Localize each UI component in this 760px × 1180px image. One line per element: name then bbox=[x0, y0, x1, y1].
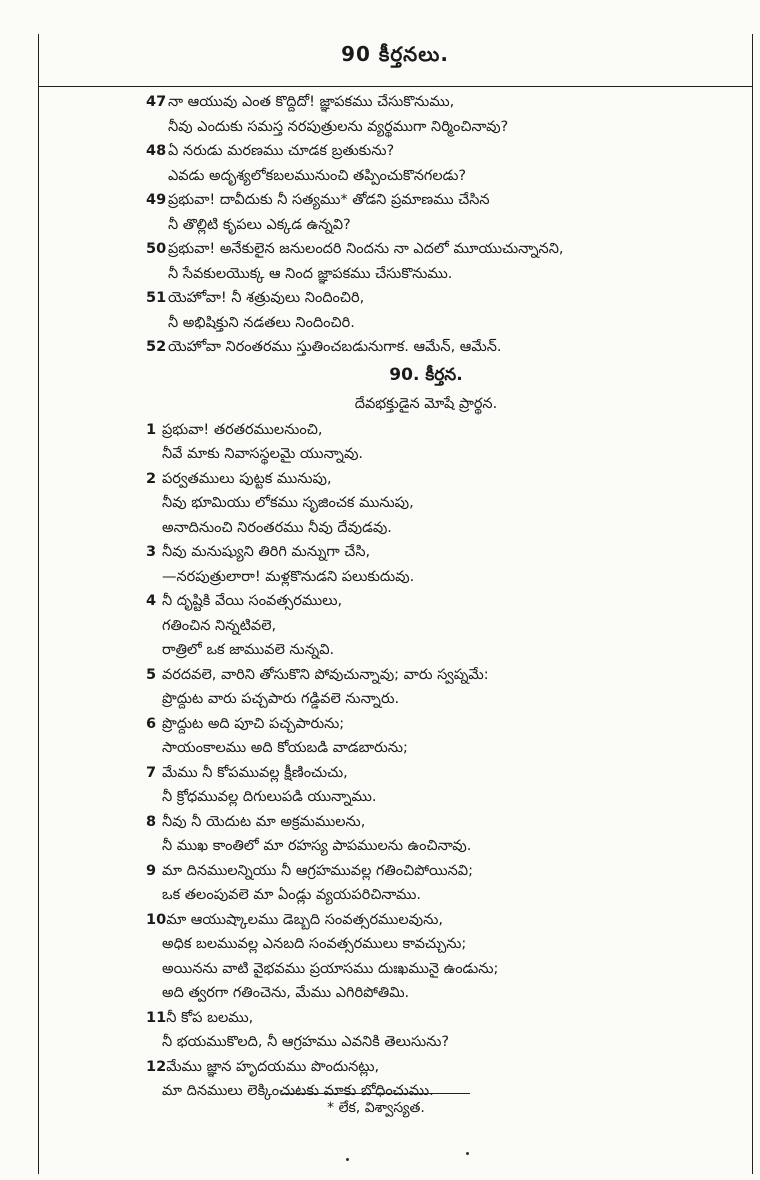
verse-text: నీవు మనుష్యుని తిరిగి మన్నుగా చేసి, bbox=[162, 544, 371, 560]
verse-number: 11 bbox=[146, 1009, 167, 1026]
verse-continuation: నీవు ఎందుకు సమస్త నరపుత్రులను వ్యర్థముగా నిర్మించినావు? bbox=[168, 118, 509, 135]
header-rule bbox=[38, 86, 752, 87]
verse-number: 47 bbox=[146, 94, 167, 110]
verse-line bbox=[146, 859, 746, 884]
verse-number: 6 bbox=[146, 715, 157, 732]
verse-text: నీ కోప బలము, bbox=[166, 1009, 254, 1026]
verse-number: 49 bbox=[146, 192, 167, 208]
verse-continuation: నీ అభిషిక్తుని నడతలు నిందించిరి. bbox=[168, 314, 355, 331]
verse-continuation: మా దినములు లెక్కించుటకు మాకు బోధించుము. bbox=[162, 1083, 434, 1099]
verse-continuation: —నరపుత్రులారా! మళ్లకొనుడని పలుకుదువు. bbox=[162, 568, 415, 585]
verse-continuation: అది త్వరగా గతించెను, మేము ఎగిరిపోతిమి. bbox=[162, 985, 410, 1001]
verse-number: 4 bbox=[146, 593, 157, 609]
verse-text: పర్వతములు పుట్టక మునుపు, bbox=[162, 470, 332, 487]
verse-line bbox=[146, 188, 746, 213]
verse-number: 3 bbox=[146, 544, 157, 560]
verse-number: 9 bbox=[146, 862, 157, 879]
verse-number: 48 bbox=[146, 143, 167, 159]
verse-line bbox=[146, 1006, 746, 1031]
verse-text: ప్రభువా! దావీదుకు నీ సత్యము* తోడని ప్రమాణము చేసిన bbox=[168, 192, 490, 208]
verse-number: 5 bbox=[146, 666, 157, 683]
page-frame-right bbox=[752, 34, 753, 1174]
verse-number: 12 bbox=[146, 1058, 167, 1075]
verse-text: మా దినములన్నియు నీ ఆగ్రహమువల్ల గతించిపోయినవి; bbox=[162, 862, 473, 879]
verse-text: యెహోవా! నీ శత్రువులు నిందించిరి, bbox=[168, 290, 365, 306]
verse-text: నీ దృష్టికి వేయి సంవత్సరములు, bbox=[162, 593, 343, 609]
page-frame-left bbox=[38, 34, 39, 1174]
verse-text: నీవు నీ యెదుట మా అక్రమములను, bbox=[162, 813, 366, 830]
verse-text: ప్రభువా! తరతరములనుంచి, bbox=[162, 421, 323, 438]
verse-number: 1 bbox=[146, 421, 157, 438]
verse-number: 8 bbox=[146, 813, 157, 830]
verse-line bbox=[146, 418, 746, 443]
verse-line bbox=[146, 467, 746, 492]
print-speck bbox=[466, 1152, 469, 1155]
verse-number: 10 bbox=[146, 911, 167, 928]
verse-line bbox=[146, 589, 746, 614]
running-head: 90 కీర్తనలు. bbox=[341, 42, 449, 66]
verse-continuation: నీవే మాకు నివాసస్థలమై యున్నావు. bbox=[162, 446, 364, 462]
verse-number: 2 bbox=[146, 470, 157, 487]
verse-line bbox=[146, 237, 746, 262]
psalm-90-title: 90. కీర్తన. bbox=[389, 364, 463, 385]
verse-continuation: ఎవడు అదృశ్యలోకబలమునుంచి తప్పించుకొనగలడు? bbox=[168, 167, 467, 184]
verse-continuation: నీ సేవకులయొక్క ఆ నింద జ్ఞాపకము చేసుకొనుము. bbox=[168, 265, 453, 282]
page-body bbox=[146, 90, 746, 1104]
verse-text: ప్రభువా! అనేకులైన జనులందరి నిందను నా ఎదలో మూయుచున్నానని, bbox=[168, 241, 564, 257]
psalm-89-ending bbox=[146, 90, 746, 360]
verse-line bbox=[146, 761, 746, 786]
footnote-rule bbox=[282, 1093, 470, 1094]
print-speck bbox=[346, 1158, 349, 1161]
verse-line bbox=[146, 712, 746, 737]
verse-text: యెహోవా నిరంతరము స్తుతించబడునుగాక. ఆమేన్, ఆమేన్. bbox=[168, 339, 502, 355]
verse-line bbox=[146, 810, 746, 835]
verse-continuation: నీ క్రోధమువల్ల దిగులుపడి యున్నాము. bbox=[162, 789, 377, 805]
verse-continuation: గతించిన నిన్నటివలె, bbox=[162, 617, 277, 634]
verse-continuation: సాయంకాలము అది కోయబడి వాడబారును; bbox=[162, 740, 408, 756]
verse-continuation: నీ భయముకొలది, నీ ఆగ్రహము ఎవనికి తెలుసును? bbox=[162, 1034, 450, 1050]
verse-text: ఏ నరుడు మరణము చూడక బ్రతుకును? bbox=[168, 143, 395, 159]
verse-line bbox=[146, 335, 746, 360]
verse-line bbox=[146, 90, 746, 115]
footnote: * లేక, విశ్వాస్యత. bbox=[327, 1100, 425, 1116]
verse-text: ప్రొద్దుట అది పూచి పచ్చపారును; bbox=[162, 715, 345, 732]
verse-line bbox=[146, 540, 746, 565]
verse-text: మేము జ్ఞాన హృదయము పొందునట్లు, bbox=[166, 1058, 380, 1075]
verse-continuation: ఒక తలంపువలె మా ఏండ్లు వ్యయపరిచినాము. bbox=[162, 887, 422, 903]
verse-line bbox=[146, 139, 746, 164]
verse-continuation: అనాదినుంచి నిరంతరము నీవు దేవుడవు. bbox=[162, 519, 392, 536]
verse-continuation: రాత్రిలో ఒక జామువలె నున్నవి. bbox=[162, 642, 335, 658]
psalm-90-subtitle: దేవభక్తుడైన మోషే ప్రార్థన. bbox=[354, 395, 498, 412]
verse-text: నా ఆయువు ఎంత కొద్దిదో! జ్ఞాపకము చేసుకొనుము, bbox=[168, 94, 455, 110]
verse-line bbox=[146, 663, 746, 688]
verse-line bbox=[146, 1055, 746, 1080]
verse-continuation: నీవు భూమియు లోకము సృజించక మునుపు, bbox=[162, 495, 414, 511]
verse-continuation: ప్రొద్దుట వారు పచ్చపారు గడ్డివలె నున్నారు. bbox=[162, 691, 400, 707]
verse-line bbox=[146, 286, 746, 311]
verse-number: 7 bbox=[146, 764, 157, 781]
verse-text: వరదవలె, వారిని తోసుకొని పోవుచున్నావు; వారు స్వప్నమే: bbox=[162, 666, 489, 683]
psalm-90-verses bbox=[146, 418, 746, 1104]
verse-continuation: నీ ముఖ కాంతిలో మా రహస్య పాపములను ఉంచినావు. bbox=[162, 838, 472, 854]
verse-number: 52 bbox=[146, 339, 167, 355]
verse-number: 50 bbox=[146, 241, 167, 257]
verse-text: మేము నీ కోపమువల్ల క్షీణించుచు, bbox=[162, 764, 348, 781]
verse-number: 51 bbox=[146, 290, 167, 306]
verse-continuation: అయినను వాటి వైభవము ప్రయాసము దుఃఖమునై ఉండును; bbox=[162, 960, 499, 977]
verse-text: మా ఆయుష్కాలము డెబ్బది సంవత్సరములవును, bbox=[166, 911, 443, 928]
verse-line bbox=[146, 908, 746, 933]
verse-continuation: అధిక బలమువల్ల ఎనబది సంవత్సరములు కావచ్చును; bbox=[162, 936, 467, 952]
verse-continuation: నీ తొల్లిటి కృపలు ఎక్కడ ఉన్నవి? bbox=[168, 216, 351, 233]
